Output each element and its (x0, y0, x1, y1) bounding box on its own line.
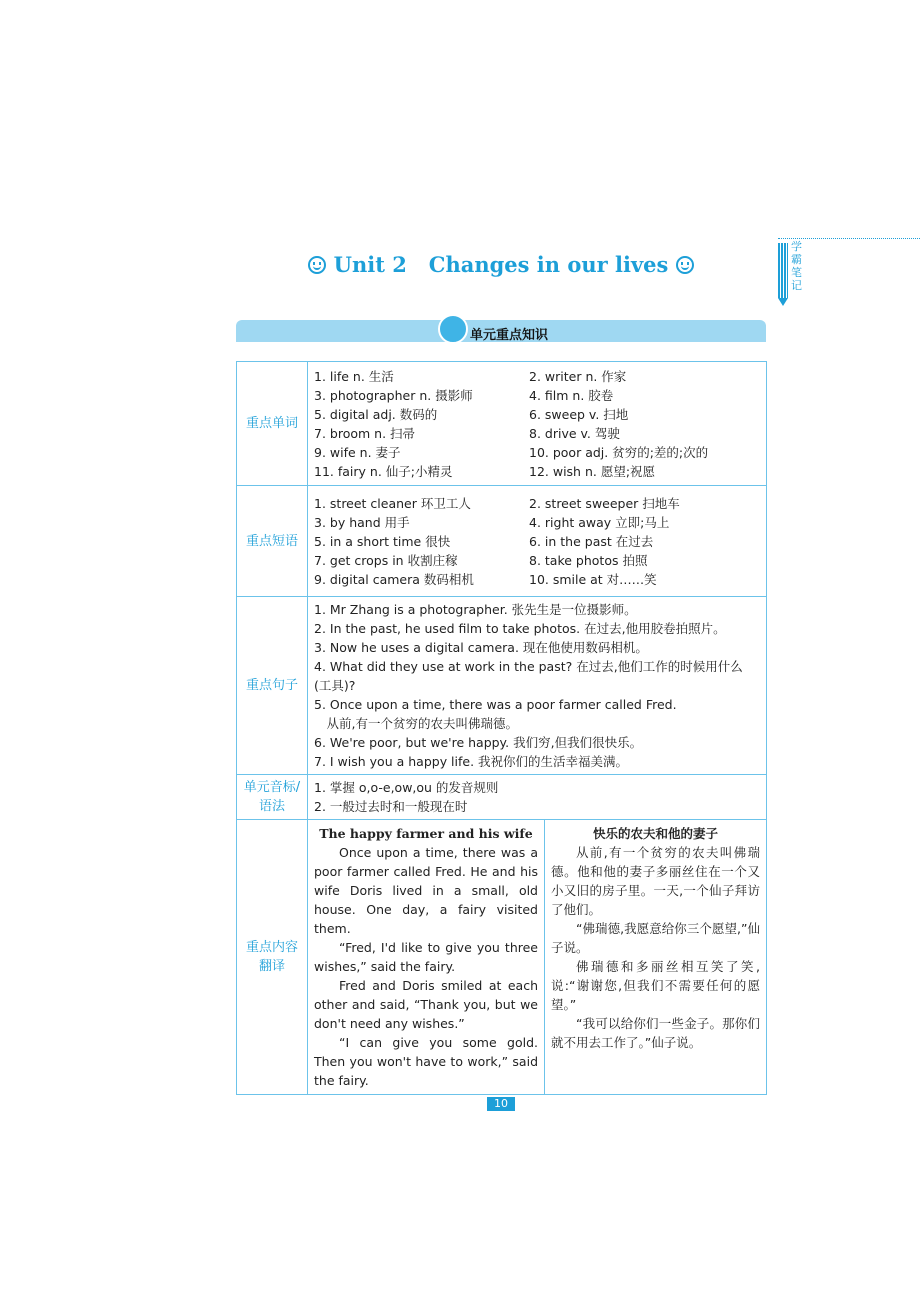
row-label: 单元音标/语法 (237, 775, 308, 820)
list-item: 1. life n. 生活 (314, 368, 394, 384)
list-item: 5. digital adj. 数码的 (314, 406, 438, 422)
english-title: The happy farmer and his wife (319, 826, 533, 841)
grammar-row (237, 775, 767, 820)
knowledge-table (236, 361, 767, 1095)
list-item: 1. Mr Zhang is a photographer. 张先生是一位摄影师。 (314, 602, 637, 617)
list-item: 佛瑞德和多丽丝相互笑了笑,说:“谢谢您,但我们不需要任何的愿望。” (551, 959, 760, 1012)
list-item: 4. What did they use at work in the past? 在过去,他们工作的时候用什么(工具)? (314, 659, 743, 693)
mascot-icon (438, 314, 468, 344)
list-item: 6. We're poor, but we're happy. 我们穷,但我们很快乐。 (314, 735, 643, 750)
translation-row (237, 820, 767, 1095)
sentences-row (237, 597, 767, 775)
list-item: 10. smile at 对……笑 (529, 571, 657, 587)
list-item: 12. wish n. 愿望;祝愿 (529, 463, 656, 479)
list-item: 1. street cleaner 环卫工人 (314, 495, 471, 511)
unit-title (0, 252, 920, 277)
list-item: “佛瑞德,我愿意给你三个愿望,”仙子说。 (551, 921, 760, 955)
row-label: 重点单词 (237, 362, 308, 486)
list-item: 9. digital camera 数码相机 (314, 571, 474, 587)
list-item: 10. poor adj. 贫穷的;差的;次的 (529, 444, 709, 460)
list-item: 8. take photos 拍照 (529, 552, 648, 568)
words-row (237, 362, 767, 486)
list-item: 4. right away 立即;马上 (529, 514, 670, 530)
list-item: 8. drive v. 驾驶 (529, 425, 620, 441)
chinese-title: 快乐的农夫和他的妻子 (592, 826, 718, 841)
list-item: Fred and Doris smiled at each other and said, “Thank you, but we don't need any wishes.” (314, 978, 538, 1031)
list-item: “Fred, I'd like to give you three wishes,” said the fairy. (314, 940, 538, 974)
list-item: 4. film n. 胶卷 (529, 387, 614, 403)
smiley-icon (676, 256, 694, 274)
phrases-row (237, 486, 767, 597)
list-item: 3. Now he uses a digital camera. 现在他使用数码相机。 (314, 640, 648, 655)
list-item: 2. 一般过去时和一般现在时 (314, 799, 468, 814)
list-item: 2. In the past, he used film to take photos. 在过去,他用胶卷拍照片。 (314, 621, 726, 636)
list-item: 5. Once upon a time, there was a poor farmer called Fred. (314, 697, 677, 712)
list-item: 6. in the past 在过去 (529, 533, 654, 549)
list-item: 2. writer n. 作家 (529, 368, 627, 384)
list-item: 3. by hand 用手 (314, 514, 410, 530)
list-item: 11. fairy n. 仙子;小精灵 (314, 463, 453, 479)
row-label: 重点句子 (237, 597, 308, 775)
chinese-text (545, 820, 767, 1094)
banner-title: 单元重点知识 (470, 328, 549, 343)
list-item: 2. street sweeper 扫地车 (529, 495, 680, 511)
unit-title-text: Unit 2 Changes in our lives (333, 252, 669, 277)
list-item: 从前,有一个贫穷的农夫叫佛瑞德。 (314, 716, 518, 731)
list-item: 从前,有一个贫穷的农夫叫佛瑞德。他和他的妻子多丽丝住在一个又小又旧的房子里。一天,一个仙子拜访了他们。 (551, 845, 760, 917)
list-item: 3. photographer n. 摄影师 (314, 387, 473, 403)
notes-label: 学霸笔记 (791, 240, 802, 292)
list-item: Once upon a time, there was a poor farmer called Fred. He and his wife Doris lived in a small, old house. One day, a fairy visited them. (314, 845, 538, 936)
list-item: “我可以给你们一些金子。那你们就不用去工作了。”仙子说。 (551, 1016, 760, 1050)
list-item: 7. get crops in 收割庄稼 (314, 552, 458, 568)
row-label: 重点短语 (237, 486, 308, 597)
smiley-icon (308, 256, 326, 274)
english-text (308, 820, 545, 1094)
list-item: 9. wife n. 妻子 (314, 444, 401, 460)
list-item: “I can give you some gold. Then you won't have to work,” said the fairy. (314, 1035, 538, 1088)
row-label: 重点内容翻译 (237, 820, 308, 1095)
list-item: 7. broom n. 扫帚 (314, 425, 416, 441)
list-item: 1. 掌握 o,o-e,ow,ou 的发音规则 (314, 780, 499, 795)
list-item: 5. in a short time 很快 (314, 533, 451, 549)
page-number: 10 (487, 1097, 515, 1111)
margin-rule (778, 238, 920, 239)
list-item: 7. I wish you a happy life. 我祝你们的生活幸福美满。 (314, 754, 629, 769)
list-item: 6. sweep v. 扫地 (529, 406, 629, 422)
